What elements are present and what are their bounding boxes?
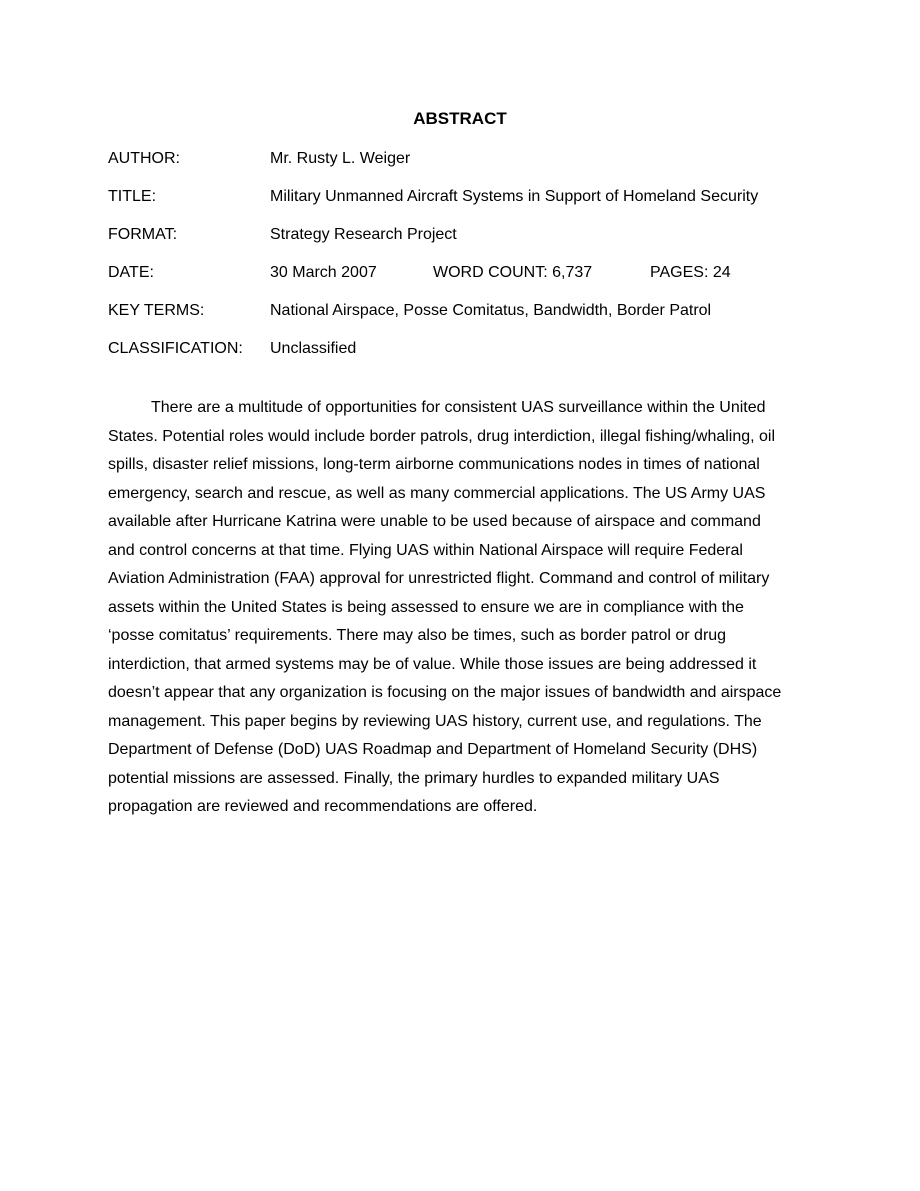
author-value: Mr. Rusty L. Weiger: [270, 150, 411, 167]
date-value: 30 March 2007: [270, 264, 377, 281]
abstract-paragraph: [108, 394, 808, 822]
format-value: Strategy Research Project: [270, 226, 457, 243]
classification-value: Unclassified: [270, 340, 357, 357]
abstract-line: potential missions are assessed. Finally, the primary hurdles to expanded military UAS: [108, 769, 720, 787]
abstract-line: States. Potential roles would include border patrols, drug interdiction, illegal fishing/whaling, oil: [108, 427, 776, 445]
page-heading: ABSTRACT: [413, 109, 507, 128]
format-label: FORMAT:: [108, 226, 178, 243]
abstract-line: interdiction, that armed systems may be of value. While those issues are being addressed it: [108, 655, 757, 673]
abstract-line: available after Hurricane Katrina were unable to be used because of airspace and command: [108, 513, 761, 530]
classification-label: CLASSIFICATION:: [108, 340, 243, 357]
abstract-line: and control concerns at that time. Flying UAS within National Airspace will require Federal: [108, 541, 743, 559]
abstract-line: Department of Defense (DoD) UAS Roadmap and Department of Homeland Security (DHS): [108, 741, 758, 758]
key-terms-label: KEY TERMS:: [108, 302, 205, 319]
date-label: DATE:: [108, 264, 154, 281]
abstract-line: There are a multitude of opportunities for consistent UAS surveillance within the United: [151, 399, 766, 416]
title-value: Military Unmanned Aircraft Systems in Support of Homeland Security: [270, 188, 759, 205]
abstract-line: emergency, search and rescue, as well as many commercial applications. The US Army UAS: [108, 484, 766, 502]
author-label: AUTHOR:: [108, 150, 180, 167]
abstract-line: Aviation Administration (FAA) approval for unrestricted flight. Command and control of military: [108, 570, 770, 587]
title-label: TITLE:: [108, 188, 157, 205]
abstract-line: spills, disaster relief missions, long-term airborne communications nodes in times of national: [108, 456, 760, 473]
abstract-line: ‘posse comitatus’ requirements. There may also be times, such as border patrol or drug: [108, 627, 727, 644]
word-count: WORD COUNT: 6,737: [433, 264, 593, 281]
abstract-line: propagation are reviewed and recommendations are offered.: [108, 798, 538, 815]
abstract-line: assets within the United States is being assessed to ensure we are in compliance with the: [108, 598, 744, 616]
abstract-line: doesn’t appear that any organization is focusing on the major issues of bandwidth and airspace: [108, 684, 782, 701]
abstract-line: management. This paper begins by reviewing UAS history, current use, and regulations. The: [108, 712, 762, 730]
key-terms-value: National Airspace, Posse Comitatus, Bandwidth, Border Patrol: [270, 302, 712, 319]
page-count: PAGES: 24: [650, 264, 731, 281]
